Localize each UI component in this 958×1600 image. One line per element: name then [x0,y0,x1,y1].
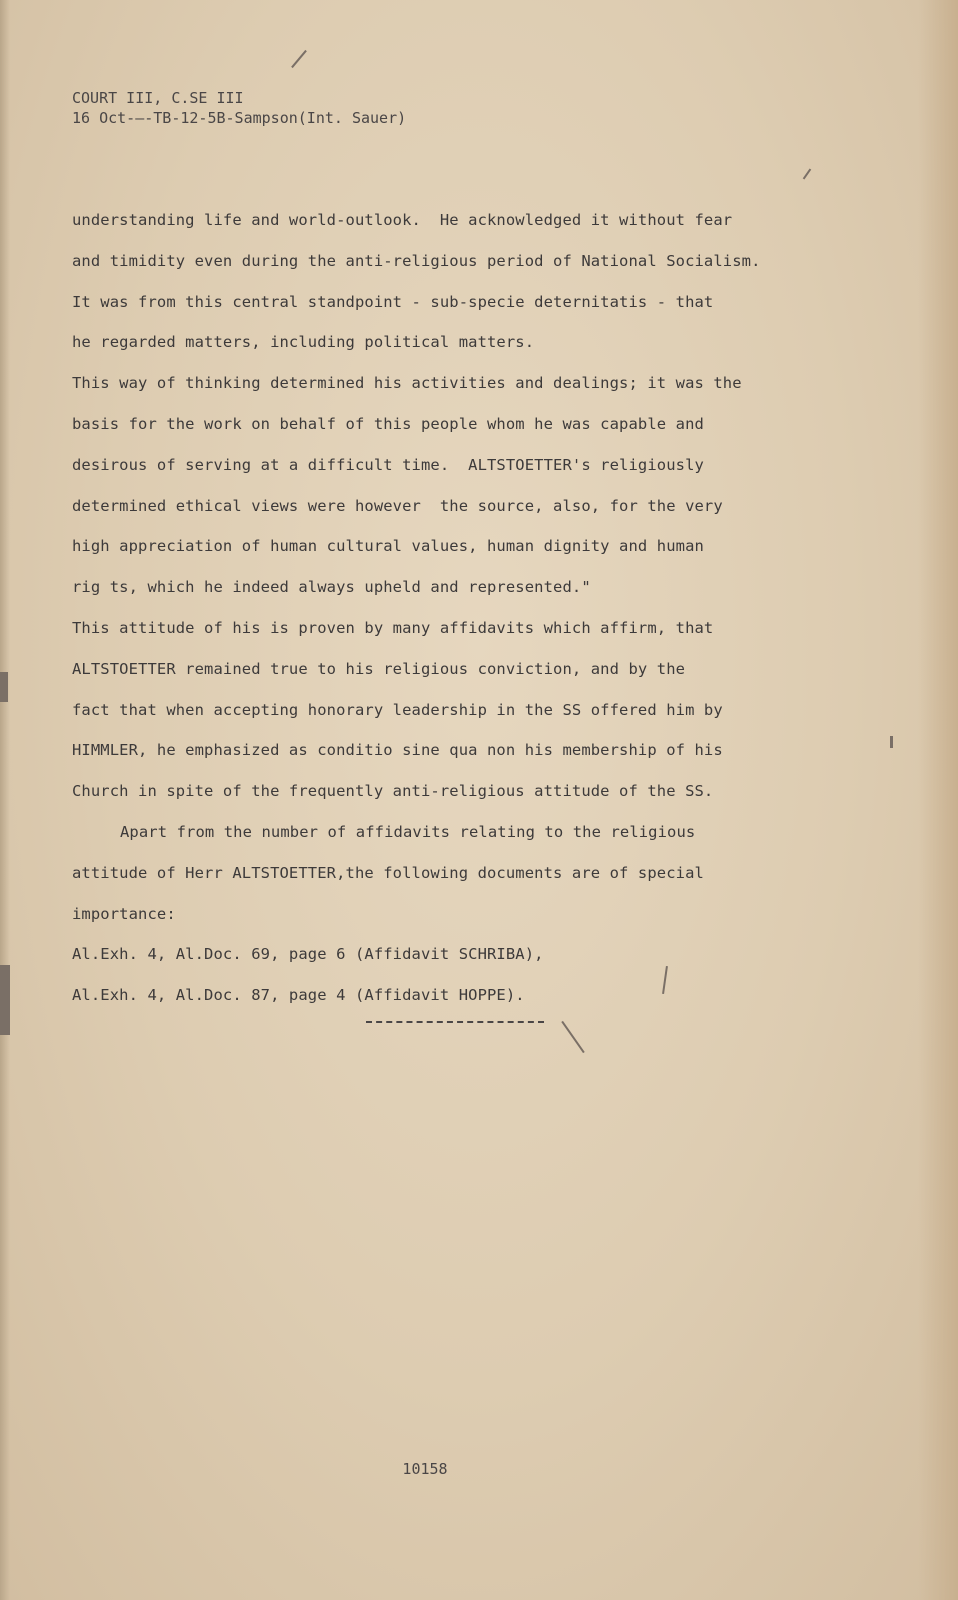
body-line: Apart from the number of affidavits relating to the religious [120,822,696,841]
pen-mark [890,736,893,748]
body-line: high appreciation of human cultural values, human dignity and human [72,537,704,556]
body-line: importance: [72,904,176,923]
body-line: attitude of Herr ALTSTOETTER,the following documents are of special [72,863,704,882]
body-line: This way of thinking determined his activities and dealings; it was the [72,374,742,393]
header-session-line: 16 Oct-—-TB-12-5B-Sampson(Int. Sauer) [72,109,407,127]
document-header [72,88,406,128]
pen-mark [803,169,812,180]
body-line: Al.Exh. 4, Al.Doc. 69, page 6 (Affidavit SCHRIBA), [72,945,544,964]
body-line: he regarded matters, including political matters. [72,333,535,352]
page-number: 10158 [402,1460,448,1478]
body-line: HIMMLER, he emphasized as conditio sine qua non his membership of his [72,741,723,760]
body-line: fact that when accepting honorary leadership in the SS offered him by [72,700,723,719]
body-line: understanding life and world-outlook. He acknowledged it without fear [72,211,733,229]
pen-mark [291,50,307,68]
pen-mark [561,1021,584,1053]
body-line: and timidity even during the anti-religious period of National Socialism. [72,251,761,270]
body-line: basis for the work on behalf of this people whom he was capable and [72,414,704,433]
body-line: determined ethical views were however the source, also, for the very [72,496,723,515]
pen-mark [0,965,10,1035]
body-line: It was from this central standpoint - sub-specie deternitatis - that [72,292,714,311]
body-line: desirous of serving at a difficult time. ALTSTOETTER's religiously [72,455,704,474]
paper-edge-left [0,0,10,1600]
body-line: Church in spite of the frequently anti-religious attitude of the SS. [72,782,714,801]
body-line: ALTSTOETTER remained true to his religious conviction, and by the [72,659,686,678]
body-line: rig ts, which he indeed always upheld and represented." [72,578,591,597]
body-line: This attitude of his is proven by many affidavits which affirm, that [72,618,714,637]
document-body [72,200,892,1016]
header-court-line: COURT III, C.SE III [72,89,244,107]
body-line: Al.Exh. 4, Al.Doc. 87, page 4 (Affidavit HOPPE). [72,986,525,1005]
pen-mark [0,672,8,702]
section-divider [366,1021,544,1023]
paper-edge-right [918,0,958,1600]
